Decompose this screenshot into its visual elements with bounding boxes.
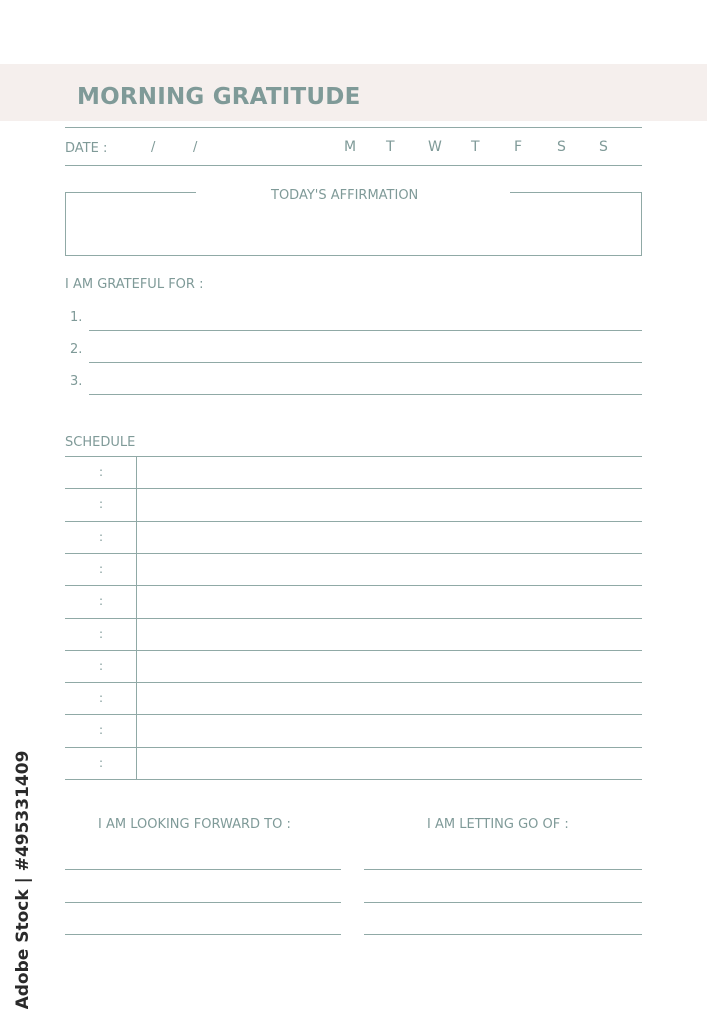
looking-forward-line[interactable] <box>65 902 341 903</box>
divider <box>65 165 642 166</box>
schedule-row-divider <box>65 714 642 715</box>
schedule-time-slot[interactable]: : <box>99 594 104 608</box>
grateful-number: 2. <box>70 342 83 357</box>
schedule-time-slot[interactable]: : <box>99 530 104 544</box>
schedule-time-slot[interactable]: : <box>99 562 104 576</box>
affirmation-heading: TODAY'S AFFIRMATION <box>271 188 419 203</box>
schedule-row-divider <box>65 456 642 457</box>
schedule-row-divider <box>65 488 642 489</box>
grateful-line-1[interactable] <box>89 330 642 331</box>
grateful-line-3[interactable] <box>89 394 642 395</box>
weekday-friday[interactable]: F <box>514 139 523 155</box>
letting-go-line[interactable] <box>364 869 642 870</box>
grateful-line-2[interactable] <box>89 362 642 363</box>
schedule-time-slot[interactable]: : <box>99 659 104 673</box>
grateful-number: 1. <box>70 310 83 325</box>
divider <box>65 127 642 128</box>
schedule-time-slot[interactable]: : <box>99 627 104 641</box>
letting-go-heading: I AM LETTING GO OF : <box>427 817 569 832</box>
schedule-row-divider <box>65 650 642 651</box>
weekday-sunday[interactable]: S <box>599 139 608 155</box>
schedule-time-slot[interactable]: : <box>99 723 104 737</box>
letting-go-line[interactable] <box>364 902 642 903</box>
weekday-thursday[interactable]: T <box>471 139 480 155</box>
weekday-wednesday[interactable]: W <box>428 139 442 155</box>
looking-forward-line[interactable] <box>65 934 341 935</box>
weekday-tuesday[interactable]: T <box>386 139 395 155</box>
weekday-monday[interactable]: M <box>344 139 357 155</box>
date-label: DATE : <box>65 141 108 156</box>
date-separator: / <box>151 140 156 155</box>
page-title: MORNING GRATITUDE <box>77 84 361 110</box>
schedule-row-divider <box>65 682 642 683</box>
schedule-time-slot[interactable]: : <box>99 465 104 479</box>
schedule-row-divider <box>65 521 642 522</box>
schedule-row-divider <box>65 779 642 780</box>
looking-forward-heading: I AM LOOKING FORWARD TO : <box>98 817 291 832</box>
letting-go-line[interactable] <box>364 934 642 935</box>
schedule-time-slot[interactable]: : <box>99 756 104 770</box>
schedule-time-slot[interactable]: : <box>99 497 104 511</box>
schedule-heading: SCHEDULE <box>65 435 136 450</box>
stock-watermark <box>2 750 44 1009</box>
looking-forward-line[interactable] <box>65 869 341 870</box>
schedule-row-divider <box>65 553 642 554</box>
schedule-row-divider <box>65 747 642 748</box>
grateful-heading: I AM GRATEFUL FOR : <box>65 277 204 292</box>
weekday-saturday[interactable]: S <box>557 139 566 155</box>
schedule-row-divider <box>65 585 642 586</box>
schedule-row-divider <box>65 618 642 619</box>
schedule-time-slot[interactable]: : <box>99 691 104 705</box>
stock-watermark-text: Adobe Stock | #495331409 <box>13 750 33 1009</box>
grateful-number: 3. <box>70 374 83 389</box>
date-separator: / <box>193 140 198 155</box>
